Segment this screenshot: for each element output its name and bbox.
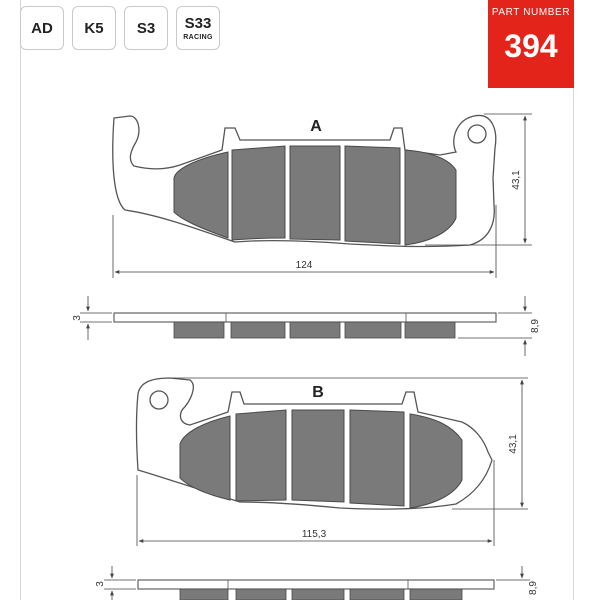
pad-b-backing-thickness-label: 3: [95, 581, 106, 587]
pad-b-side-friction-block: [180, 589, 228, 600]
pad-b-mount-hole: [150, 391, 168, 409]
pad-a-side-friction-block: [290, 322, 340, 338]
pad-b-side-view: [138, 580, 494, 600]
pad-b-side-friction-block: [410, 589, 462, 600]
part-number-value: 394: [504, 28, 558, 64]
pad-a-side-friction-block: [231, 322, 285, 338]
pad-a-side-backing: [114, 313, 496, 322]
pad-b-friction-block: [236, 410, 286, 501]
pad-a-side-view: [114, 313, 496, 338]
pad-b-side-friction-block: [350, 589, 404, 600]
pad-b-front-view: [137, 378, 493, 509]
pad-a-friction-block: [290, 146, 340, 240]
pad-a-width-label: 124: [295, 260, 313, 271]
pad-a-backing-thickness-label: 3: [72, 315, 83, 321]
pad-a-front-view: [113, 115, 496, 246]
pad-a-side-friction-block: [174, 322, 224, 338]
pad-b-side-backing: [138, 580, 494, 589]
pad-a-friction-block: [232, 146, 285, 240]
pad-b-friction-block: [350, 410, 404, 506]
pad-a-friction-blocks: [174, 146, 456, 245]
pad-b-side-friction-block: [292, 589, 344, 600]
pad-a-side-friction-block: [405, 322, 455, 338]
pad-b-width-label: 115,3: [301, 529, 327, 540]
pad-a-side-friction: [174, 322, 455, 338]
badge-label: K5: [84, 19, 104, 37]
part-number-label: PART NUMBER: [491, 7, 571, 18]
pad-a-total-thickness-label: 8,9: [530, 319, 541, 333]
pad-a-friction-block: [345, 146, 400, 244]
badge-label: S33: [184, 14, 212, 32]
pad-b-side-friction: [180, 589, 462, 600]
badge-label: S3: [136, 19, 156, 37]
pad-a-side-friction-block: [345, 322, 401, 338]
pad-b-friction-block: [292, 410, 344, 502]
pad-b-friction-blocks: [180, 410, 462, 508]
pad-b-side-friction-block: [236, 589, 286, 600]
pad-b-total-thickness-label: 8,9: [528, 581, 539, 595]
pad-a-letter: A: [310, 118, 322, 135]
badge-sublabel: RACING: [183, 33, 213, 41]
pad-b-letter: B: [312, 384, 324, 401]
badge-label: AD: [31, 19, 53, 37]
pad-b-height-label: 43,1: [508, 434, 519, 454]
pad-a-height-label: 43,1: [511, 170, 522, 190]
pad-a-mount-hole: [468, 125, 486, 143]
